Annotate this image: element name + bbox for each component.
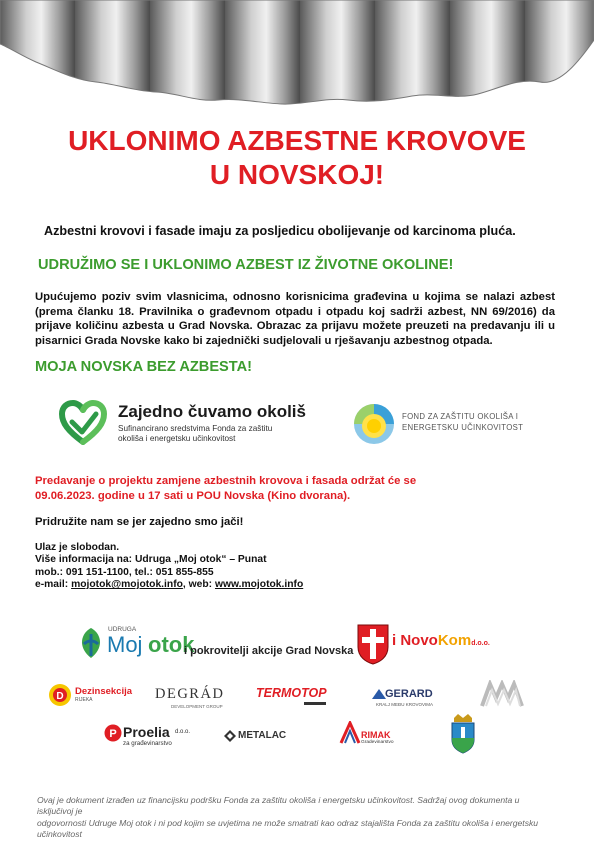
corrugated-roof-image	[0, 0, 594, 108]
sponsor-gerard	[372, 688, 442, 712]
rimak-sub: Gradevinarstvo	[361, 740, 394, 745]
slogan-unite: UDRUŽIMO SE I UKLONIMO AZBEST IZ ŽIVOTNE OKOLINE!	[38, 257, 454, 273]
contact-phones: mob.: 091 151-1100, tel.: 051 855-855	[35, 566, 214, 578]
mojotok-small-label: UDRUGA	[108, 626, 137, 633]
email-prefix: e-mail:	[35, 579, 72, 591]
sponsor-degrad	[155, 686, 235, 712]
page-title-line2: U NOVSKOJ!	[209, 159, 385, 190]
invitation-paragraph: Upućujemo poziv svim vlasnicima, odnosno korisnicima građevina u kojima se nalazi azbest (prema članku 18. Pravilnika o građevnom otpadu i otpadu koj sadrži azbest, NN 69/2016) da prijave količinu azbesta u Grad Novska. Obrazac za prijavu možete preuzeti na predavanju ili u pisarnici Grada Novske kako bi zajednički sudjelovali u rješavanju azbestnog otpada.	[35, 291, 555, 347]
dezinsekcija-name: Dezinsekcija	[75, 686, 133, 697]
gerard-roof-icon	[372, 689, 386, 699]
metalac-name: METALAC	[238, 730, 287, 741]
municipal-coat-of-arms	[450, 714, 476, 754]
dezinsekcija-icon	[48, 683, 72, 707]
contact-more-info: Više informacija na: Udruga „Moj otok“ – Punat	[35, 554, 267, 566]
novokom-i: i	[392, 632, 397, 649]
web-link[interactable]: www.mojotok.info	[214, 579, 304, 591]
fond-name-line2: ENERGETSKU UČINKOVITOST	[402, 423, 524, 432]
termotop-underline	[304, 702, 326, 705]
contact-info	[35, 542, 303, 592]
proelia-name: Proelia	[123, 724, 170, 740]
novokom-doo: d.o.o.	[471, 640, 490, 647]
rimak-icon	[339, 721, 361, 745]
event-announcement	[35, 474, 535, 503]
email-link[interactable]: mojotok@mojotok.info	[71, 579, 183, 591]
mojotok-otok: otok	[148, 632, 195, 657]
web-prefix: , web:	[182, 579, 215, 591]
sponsor-proelia	[104, 724, 191, 750]
join-text: Pridružite nam se jer zajedno smo jači!	[35, 516, 244, 528]
svg-text:P: P	[109, 728, 117, 740]
footer-disclaimer	[37, 795, 557, 841]
mojotok-moj: Moj	[107, 632, 143, 657]
zajedno-subtitle-line2: okoliša i energetsku učinkovitost	[118, 434, 236, 443]
svg-text:D: D	[56, 691, 64, 702]
mojotok-logo	[76, 624, 195, 664]
page-title-line1: UKLONIMO AZBESTNE KROVOVE	[68, 125, 526, 156]
proelia-doo: d.o.o.	[175, 729, 191, 735]
zajedno-subtitle	[118, 424, 298, 444]
mojotok-leaf-icon	[76, 626, 106, 660]
event-line1: Predavanje o projektu zamjene azbestnih krovova i fasada održat će se	[35, 475, 417, 487]
slogan-novska: MOJA NOVSKA BEZ AZBESTA!	[35, 359, 253, 375]
termotop-name: TERMOTOP	[256, 686, 327, 700]
fond-name	[402, 411, 523, 433]
mm-metal-logo	[480, 680, 524, 710]
degrad-name: DEGRÁD	[155, 686, 225, 702]
sponsor-metalac	[224, 729, 294, 745]
dezinsekcija-sub: RIJEKA	[75, 697, 93, 703]
sponsor-dezinsekcija	[48, 683, 133, 709]
heart-recycle-logo	[58, 398, 108, 448]
novokom-novo: Novo	[400, 632, 438, 649]
metalac-diamond-icon	[224, 730, 236, 742]
gerard-sub: KRALJ MEĐU KROVOVIMA	[376, 702, 434, 707]
zajedno-title: Zajedno čuvamo okoliš	[118, 402, 306, 421]
novska-coat-of-arms	[356, 623, 390, 665]
degrad-sub: DEVELOPMENT GROUP	[171, 704, 223, 709]
proelia-sub: za građevinarstvo	[123, 740, 172, 747]
partners-text: i pokrovitelji akcije Grad Novska	[184, 645, 354, 657]
proelia-icon	[104, 724, 122, 742]
contact-email-web	[35, 579, 303, 591]
novokom-kom: Kom	[437, 632, 472, 649]
intro-text: Azbestni krovovi i fasade imaju za posljedicu obolijevanje od karcinoma pluća.	[44, 224, 516, 238]
fond-sun-logo	[352, 402, 396, 446]
footer-line2: odgovornosti Udruge Moj otok i ni pod kojim se uvjetima ne može smatrati kao odraz stajališta Fonda za zaštitu okoliša i energetsku učinkovitost	[37, 817, 539, 840]
contact-free-entry: Ulaz je slobodan.	[35, 542, 120, 553]
novokom-logo	[392, 632, 490, 649]
gerard-name: GERARD	[385, 688, 433, 700]
sponsor-rimak	[339, 721, 399, 749]
sponsor-termotop	[256, 686, 336, 710]
zajedno-subtitle-line1: Sufinancirano sredstvima Fonda za zaštitu	[118, 424, 273, 433]
event-line2: 09.06.2023. godine u 17 sati u POU Novska (Kino dvorana).	[35, 489, 351, 502]
fond-name-line1: FOND ZA ZAŠTITU OKOLIŠA I	[402, 412, 519, 421]
rimak-name: RIMAK	[361, 730, 391, 740]
footer-line1: Ovaj je dokument izrađen uz financijsku podršku Fonda za zaštitu okoliša i energetsku učinkovitost. Sadržaj ovog dokumenta u isključivoj je	[37, 795, 520, 817]
